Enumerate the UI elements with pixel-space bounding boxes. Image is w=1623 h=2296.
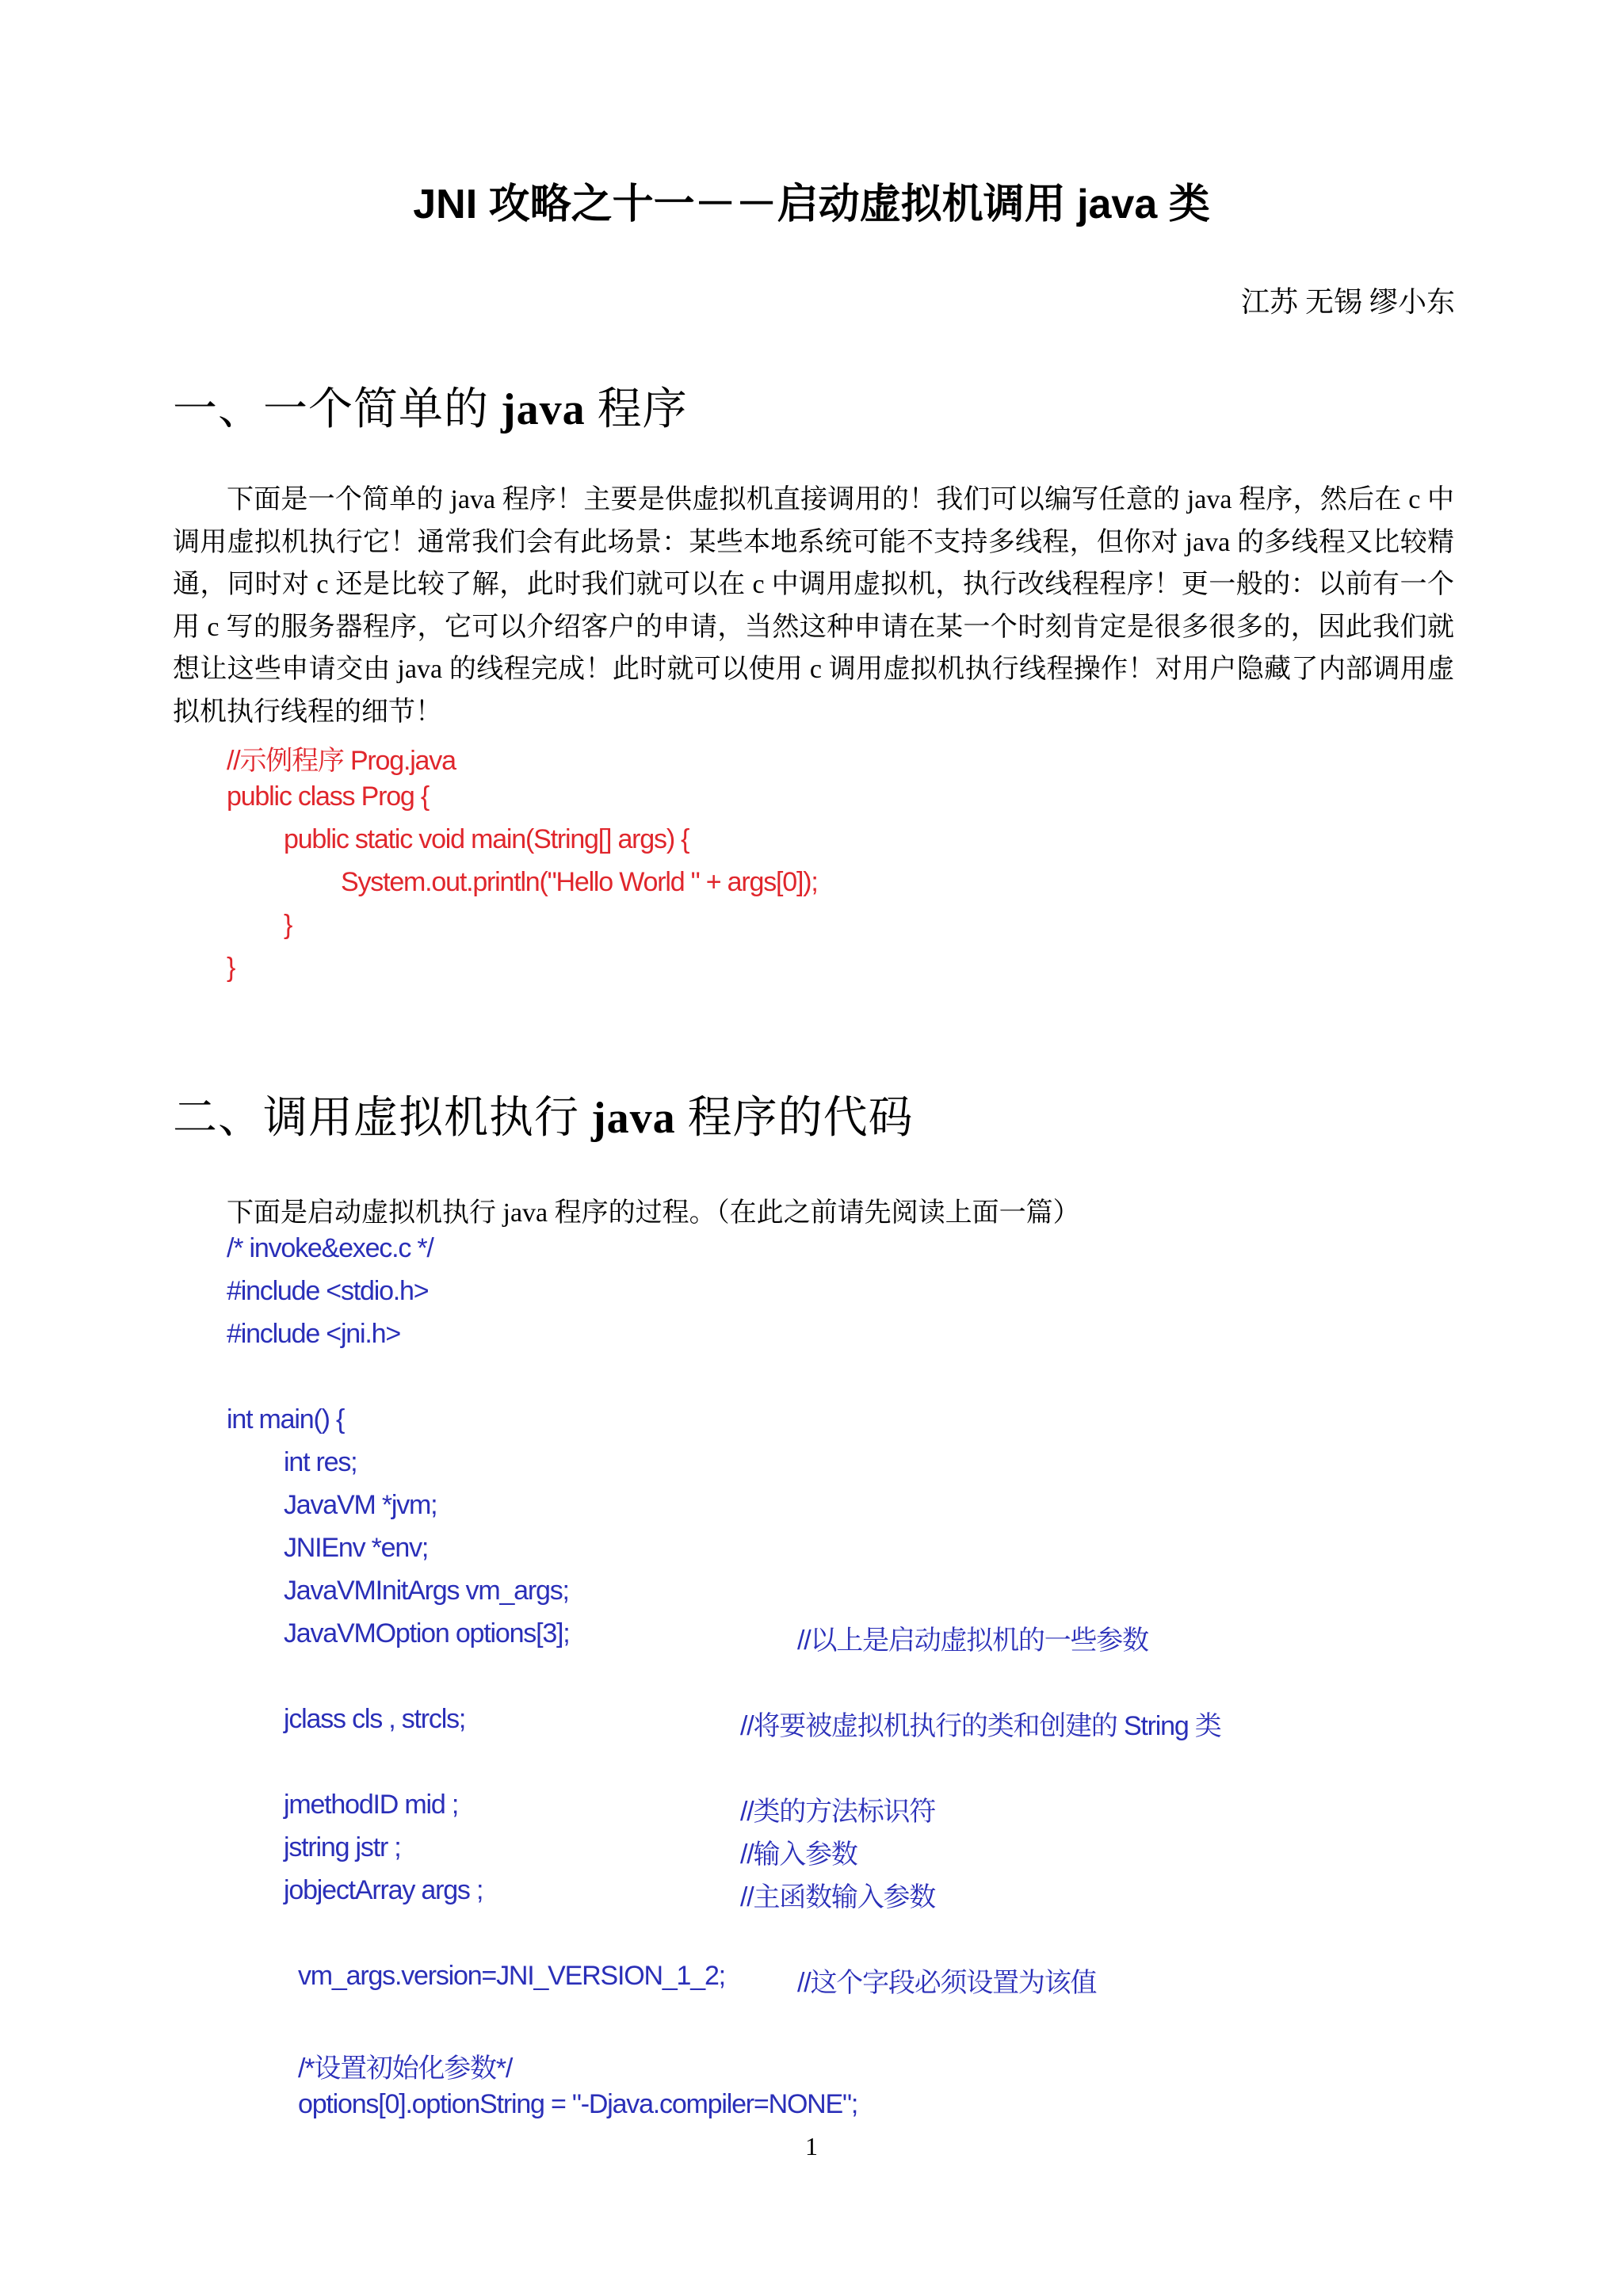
- author-line: 江苏 无锡 缪小东: [1240, 286, 1455, 318]
- code-line: int main() {: [227, 1404, 345, 1435]
- code-line: jstring jstr ;: [284, 1832, 401, 1862]
- code-line: //示例程序 Prog.java: [227, 746, 456, 776]
- code-line: jmethodID mid ;: [284, 1790, 459, 1820]
- code-line: public static void main(String[] args) {: [284, 824, 689, 854]
- code-line: System.out.println("Hello World " + args[0]);: [341, 867, 818, 897]
- section2-heading-suffix: 程序的代码: [675, 1094, 914, 1143]
- document-title: JNI 攻略之十一－－启动虚拟机调用 java 类: [413, 181, 1210, 227]
- section2-heading: [173, 1083, 914, 1146]
- code-line: }: [284, 910, 292, 940]
- code-line: JavaVM *jvm;: [284, 1490, 437, 1520]
- code-line: int res;: [284, 1447, 357, 1477]
- code-line: /* invoke&exec.c */: [227, 1233, 433, 1263]
- code-line: #include <stdio.h>: [227, 1276, 429, 1306]
- code-comment: //将要被虚拟机执行的类和创建的 String 类: [740, 1711, 1221, 1741]
- code-line: }: [227, 953, 235, 983]
- section1-paragraph: 下面是一个简单的 java 程序！主要是供虚拟机直接调用的！我们可以编写任意的 java 程序，然后在 c 中调用虚拟机执行它！通常我们会有此场景：某些本地系统可能不支持多线程，但你对 java 的多线程又比较精通，同时对 c 还是比较了解，此时我们就可以在 c 中调用虚拟机，执行改线程程序！更一般的：以前有一个用 c 写的服务器程序，它可以介绍客户的申请，当然这种申请在某一个时刻肯定是很多很多的，因此我们就想让这些申请交由 java 的线程完成！此时就可以使用 c 调用虚拟机执行线程操作！对用户隐藏了内部调用虚拟机执行线程的细节！: [173, 485, 1454, 727]
- code-comment: //主函数输入参数: [740, 1882, 936, 1912]
- code-line: JavaVMInitArgs vm_args;: [284, 1576, 569, 1606]
- code-comment: //类的方法标识符: [740, 1797, 936, 1827]
- section2-heading-prefix: 二、调用虚拟机执行: [173, 1094, 591, 1143]
- code-line: jclass cls , strcls;: [284, 1704, 466, 1734]
- code-line: vm_args.version=JNI_VERSION_1_2;: [298, 1961, 725, 1991]
- section1-heading-prefix: 一、一个简单的: [173, 385, 501, 434]
- section1-heading-suffix: 程序: [585, 385, 688, 434]
- page-number: 1: [805, 2132, 818, 2160]
- code-line: /*设置初始化参数*/: [298, 2053, 513, 2084]
- code-comment: //这个字段必须设置为该值: [797, 1968, 1097, 1998]
- code-comment: //以上是启动虚拟机的一些参数: [797, 1626, 1148, 1656]
- code-line: JavaVMOption options[3];: [284, 1618, 570, 1648]
- code-line: #include <jni.h>: [227, 1319, 400, 1349]
- code-line: jobjectArray args ;: [284, 1875, 483, 1905]
- section1-heading: [173, 374, 688, 437]
- code-comment: //输入参数: [740, 1839, 857, 1870]
- section2-heading-bold: java: [591, 1094, 676, 1143]
- section2-intro: 下面是启动虚拟机执行 java 程序的过程。（在此之前请先阅读上面一篇）: [227, 1198, 1080, 1228]
- code-line: JNIEnv *env;: [284, 1533, 429, 1563]
- code-line: public class Prog {: [227, 781, 430, 812]
- section1-heading-bold: java: [501, 385, 586, 434]
- code-line: options[0].optionString = "-Djava.compiler=NONE";: [298, 2089, 858, 2119]
